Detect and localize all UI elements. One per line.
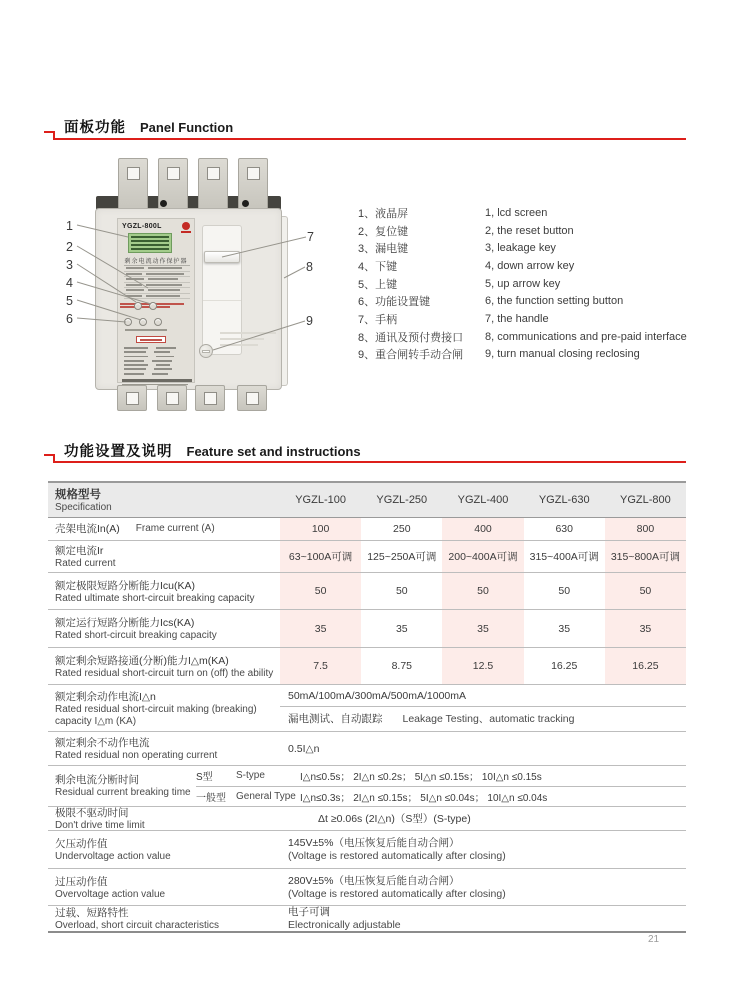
row-label-zh: 欠压动作值 — [55, 838, 108, 850]
legend-item — [358, 346, 687, 364]
row-label-en: Residual current breaking time — [55, 787, 191, 798]
row-label-zh: 过载、短路特性 — [55, 907, 129, 919]
table-row-frame-current — [48, 518, 686, 541]
row-label-en: Overload, short circuit characteristics — [55, 920, 219, 931]
value-zh: 电子可调 — [288, 906, 330, 918]
row-label — [48, 732, 280, 765]
residual-current-values: 50mA/100mA/300mA/500mA/1000mA — [280, 685, 686, 707]
section-feature-set-header — [64, 440, 361, 461]
section-panel-function-header — [64, 116, 233, 137]
spec-cell: 250 — [393, 523, 411, 535]
spec-cell: 50 — [558, 585, 571, 597]
legend-zh: 2、复位键 — [358, 225, 409, 238]
spec-cell: 630 — [555, 523, 573, 535]
header-zh: 规格型号 — [55, 488, 101, 501]
table-row-icu — [48, 573, 686, 610]
row-label — [48, 906, 280, 931]
type-zh: 一般型 — [196, 792, 226, 804]
model-column-header: YGZL-100 — [295, 494, 346, 506]
value-en: (Voltage is restored automatically after closing) — [288, 850, 506, 862]
row-label — [48, 648, 280, 684]
legend-en: 9, turn manual closing reclosing — [485, 348, 640, 361]
row-label-zh: 额定电流Ir — [55, 545, 104, 557]
legend-zh: 7、手柄 — [358, 313, 398, 326]
legend-item — [358, 222, 687, 240]
value-en: Electronically adjustable — [288, 919, 401, 931]
breaker-photo — [60, 150, 350, 422]
callout-lines — [60, 150, 350, 422]
spec-cell: 63~100A可调 — [280, 541, 361, 572]
table-header-row — [48, 483, 686, 518]
row-label — [48, 766, 196, 806]
breaking-time-subtable — [196, 766, 686, 806]
row-label-zh: 壳架电流In(A) — [55, 522, 120, 535]
callout-5: 5 — [66, 294, 73, 308]
row-label-en: Rated short-circuit breaking capacity — [55, 630, 217, 641]
spec-cell: 400 — [442, 518, 523, 540]
callout-1: 1 — [66, 219, 73, 233]
table-row-residual-operating-current — [48, 685, 686, 732]
row-label — [48, 685, 280, 731]
callout-6: 6 — [66, 312, 73, 326]
type-zh: S型 — [196, 772, 213, 784]
model-column-header: YGZL-630 — [538, 494, 590, 506]
row-label-zh: 额定剩余短路接通(分断)能力I△m(KA) — [55, 654, 229, 667]
row-label-en: Rated ultimate short-circuit breaking capacity — [55, 592, 255, 604]
row-label — [48, 807, 280, 830]
row-label-en: Frame current (A) — [135, 523, 215, 534]
legend-en: 3, leakage key — [485, 242, 556, 255]
legend-item — [358, 292, 687, 310]
row-label — [48, 869, 280, 905]
spec-cell: 50 — [395, 585, 408, 597]
legend-en: 2, the reset button — [485, 224, 574, 237]
legend-item — [358, 204, 687, 222]
table-row-overload — [48, 906, 686, 931]
section-title-en: Panel Function — [140, 120, 234, 135]
spec-cell: 16.25 — [551, 660, 578, 672]
type-en: S-type — [236, 770, 265, 782]
legend-item — [358, 328, 687, 346]
row-label-en: Overvoltage action value — [55, 888, 166, 900]
type-values: I△n≤0.5s； 2I△n ≤0.2s； 5I△n ≤0.15s； 10I△n ≤0.15s — [300, 772, 542, 784]
header-en: Specification — [55, 501, 112, 513]
row-label-en: Don't drive time limit — [55, 820, 145, 831]
spec-cell: 16.25 — [605, 648, 686, 684]
row-label — [48, 831, 280, 868]
callout-7: 7 — [307, 230, 314, 244]
spec-cell: 50 — [280, 573, 361, 609]
spec-cell: 35 — [605, 610, 686, 647]
legend-item — [358, 275, 687, 293]
row-label-zh: 额定剩余动作电流I△n — [55, 690, 156, 703]
spec-cell: 50 — [442, 573, 523, 609]
callout-4: 4 — [66, 276, 73, 290]
spec-cell: 800 — [605, 518, 686, 540]
row-value: Δt ≥0.06s (2I△n)（S型）(S-type) — [318, 813, 471, 825]
type-values: I△n≤0.3s； 2I△n ≤0.15s； 5I△n ≤0.04s； 10I△n ≤0.04s — [300, 792, 548, 804]
legend-item — [358, 239, 687, 257]
model-column-header: YGZL-250 — [376, 494, 428, 506]
spec-cell: 100 — [280, 518, 361, 540]
section-title-zh: 功能设置及说明 — [64, 444, 173, 460]
model-column-header: YGZL-400 — [457, 494, 509, 506]
legend-en: 6, the function setting button — [485, 295, 624, 308]
value-en: Leakage Testing、automatic tracking — [402, 713, 575, 725]
callout-8: 8 — [306, 260, 313, 274]
callout-2: 2 — [66, 240, 73, 254]
spec-cell: 35 — [395, 622, 408, 635]
spec-cell: 125~250A可调 — [367, 551, 437, 563]
legend-en: 8, communications and pre-paid interface — [485, 330, 687, 343]
table-row-breaking-time — [48, 766, 686, 807]
spec-cell: 8.75 — [391, 660, 413, 672]
callout-9: 9 — [306, 314, 313, 328]
row-value — [280, 869, 686, 905]
section-title-en: Feature set and instructions — [186, 444, 361, 459]
value-en: (Voltage is restored automatically after closing) — [288, 887, 506, 900]
table-header-label — [48, 483, 280, 517]
legend-zh: 8、通讯及预付费接口 — [358, 331, 464, 344]
row-value — [280, 906, 686, 931]
spec-cell: 50 — [605, 573, 686, 609]
row-label-en: Rated current — [55, 558, 116, 569]
spec-cell: 35 — [280, 610, 361, 647]
red-rule — [54, 138, 686, 140]
legend-zh: 9、重合闸转手动合闸 — [358, 349, 464, 362]
row-label-zh: 过压动作值 — [55, 875, 108, 888]
row-label-en: Undervoltage action value — [55, 851, 171, 862]
legend-zh: 4、下键 — [358, 260, 398, 273]
row-label — [48, 573, 280, 609]
row-label-zh: 额定剩余不动作电流 — [55, 737, 150, 749]
section-title-zh: 面板功能 — [64, 120, 126, 136]
value-zh: 漏电测试、自动跟踪 — [288, 712, 383, 725]
row-label-zh: 极限不驱动时间 — [55, 807, 129, 819]
row-label-en: Rated residual short-circuit turn on (off) the ability — [55, 667, 274, 679]
table-row-no-drive-time — [48, 807, 686, 831]
row-label-zh: 额定极限短路分断能力Icu(KA) — [55, 579, 196, 592]
legend-en: 5, up arrow key — [485, 277, 561, 290]
legend-en: 4, down arrow key — [485, 259, 575, 272]
callout-legend — [358, 204, 687, 363]
spec-cell: 315~400A可调 — [529, 551, 599, 563]
row-label — [48, 610, 280, 647]
general-type-row — [196, 787, 686, 807]
row-label — [48, 541, 280, 572]
legend-zh: 3、漏电键 — [358, 243, 409, 256]
table-row-undervoltage — [48, 831, 686, 869]
red-rule — [54, 461, 686, 463]
page-number: 21 — [648, 934, 660, 945]
spec-cell: 12.5 — [442, 648, 523, 684]
spec-cell: 315~800A可调 — [605, 541, 686, 572]
legend-zh: 6、功能设置键 — [358, 296, 431, 309]
table-row-rated-current — [48, 541, 686, 573]
row-label — [48, 518, 280, 540]
row-value: 0.5I△n — [288, 742, 320, 755]
row-value — [280, 831, 686, 868]
table-row-ics — [48, 610, 686, 648]
row-label-en: Rated residual non operating current — [55, 750, 218, 761]
device-model-label: YGZL-800L — [122, 223, 162, 230]
value-zh: 280V±5%（电压恢复后能自动合闸） — [288, 874, 460, 887]
legend-zh: 5、上键 — [358, 278, 398, 291]
row-value-area — [280, 685, 686, 731]
legend-item — [358, 310, 687, 328]
spec-cell: 35 — [442, 610, 523, 647]
spec-cell: 35 — [558, 622, 571, 635]
panel-subtitle: 剩余电流动作保护器 — [124, 259, 188, 265]
table-row-non-operating-current — [48, 732, 686, 766]
row-label-zh: 额定运行短路分断能力Ics(KA) — [55, 617, 195, 629]
table-row-overvoltage — [48, 869, 686, 906]
legend-en: 7, the handle — [485, 312, 549, 325]
legend-zh: 1、液晶屏 — [358, 207, 409, 220]
table-row-idm — [48, 648, 686, 685]
specification-table — [48, 481, 686, 933]
spec-cell: 7.5 — [280, 648, 361, 684]
callout-3: 3 — [66, 258, 73, 272]
legend-item — [358, 257, 687, 275]
model-column-header: YGZL-800 — [620, 494, 671, 506]
type-en: General Type — [236, 790, 296, 802]
s-type-row — [196, 766, 686, 787]
spec-cell: 200~400A可调 — [442, 541, 523, 572]
leakage-testing-line — [280, 707, 686, 731]
row-label-zh: 剩余电流分断时间 — [55, 774, 139, 786]
legend-en: 1, lcd screen — [485, 206, 548, 219]
value-zh: 145V±5%（电压恢复后能自动合闸） — [288, 837, 460, 849]
row-label-en: Rated residual short-circuit making (breaking) capacity I△m (KA) — [55, 703, 257, 727]
